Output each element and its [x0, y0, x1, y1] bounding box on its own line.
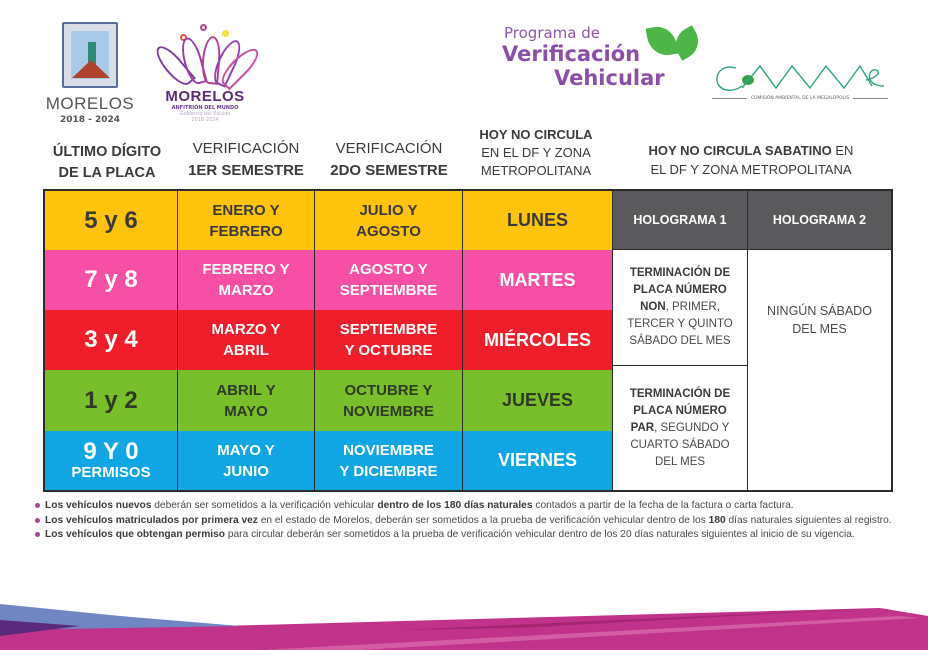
coat-of-arms-icon: [62, 22, 118, 88]
first-semester-cell: ENERO Y FEBRERO: [178, 191, 315, 250]
first-semester-cell: ABRIL Y MAYO: [178, 370, 315, 431]
hologram-2-rule: NINGÚN SÁBADO DEL MES: [748, 250, 891, 490]
second-semester-cell: JULIO Y AGOSTO: [315, 191, 463, 250]
anfitrion-logo-gob: Gobierno del Estado: [179, 111, 231, 117]
hoy-no-circula-day-cell: MIÉRCOLES: [463, 310, 613, 370]
anfitrion-logo-name: MORELOS: [165, 88, 245, 105]
anfitrion-logo-years: 2018-2024: [191, 117, 219, 123]
hologram-1-par-rule: TERMINACIÓN DE PLACA NÚMERO PAR, SEGUNDO Y CUARTO SÁBADO DEL MES: [613, 366, 748, 490]
hoy-no-circula-day-cell: LUNES: [463, 191, 613, 250]
hoy-no-circula-day-cell: VIERNES: [463, 431, 613, 490]
came-wordmark-icon: [712, 62, 888, 94]
first-semester-cell: MARZO Y ABRIL: [178, 310, 315, 370]
anfitrion-logo-tagline: ANFITRIÓN DEL MUNDO: [171, 105, 239, 111]
first-semester-cell: FEBRERO Y MARZO: [178, 250, 315, 310]
morelos-logo-name: MORELOS: [45, 94, 135, 113]
hoy-no-circula-day-cell: JUEVES: [463, 370, 613, 431]
plate-digits-cell: 5 y 6: [45, 191, 178, 250]
note-item: Los vehículos nuevos deberán ser sometidos a la verificación vehicular dentro de los 180 días naturales contados a partir de la fecha de la factura o carta factura.: [33, 499, 923, 513]
second-semester-cell: AGOSTO Y SEPTIEMBRE: [315, 250, 463, 310]
verification-schedule-table: [43, 189, 893, 492]
plate-digits-cell: 9 Y 0 PERMISOS: [45, 431, 178, 490]
header-hoy-no-circula-sabatino: HOY NO CIRCULA SABATINO EN EL DF Y ZONA METROPOLITANA: [648, 143, 854, 177]
footer-decorative-band: [0, 586, 928, 650]
hologram-2-header: HOLOGRAMA 2: [748, 191, 891, 250]
morelos-state-logo: [40, 22, 140, 125]
table-row: [45, 310, 613, 370]
programa-line2: Verificación: [502, 42, 641, 66]
programa-line1: Programa de: [504, 24, 600, 42]
programa-line3: Vehicular: [554, 66, 665, 90]
notes-list: [33, 499, 923, 543]
note-item: Los vehículos que obtengan permiso para circular deberán ser sometidos a la prueba de verificación vehicular dentro de los 20 días naturales siguientes al inicio de su vigencia.: [33, 528, 923, 542]
second-semester-cell: SEPTIEMBRE Y OCTUBRE: [315, 310, 463, 370]
hologram-1-non-rule: TERMINACIÓN DE PLACA NÚMERO NON, PRIMER, TERCER Y QUINTO SÁBADO DEL MES: [613, 250, 748, 366]
second-semester-cell: OCTUBRE Y NOVIEMBRE: [315, 370, 463, 431]
table-row: [45, 250, 613, 310]
lotus-icon: [170, 24, 240, 88]
first-semester-cell: MAYO Y JUNIO: [178, 431, 315, 490]
header-last-digit: ÚLTIMO DÍGITO DE LA PLACA: [52, 144, 162, 181]
programa-verificacion-logo: [502, 24, 702, 90]
header-second-semester: VERIFICACIÓN 2DO SEMESTRE: [330, 140, 448, 179]
header-first-semester: VERIFICACIÓN 1ER SEMESTRE: [188, 140, 304, 179]
came-caption: COMISIÓN AMBIENTAL DE LA MEGALÓPOLIS: [712, 96, 888, 101]
plate-digits-cell: 7 y 8: [45, 250, 178, 310]
plate-digits-cell: 3 y 4: [45, 310, 178, 370]
second-semester-cell: NOVIEMBRE Y DICIEMBRE: [315, 431, 463, 490]
morelos-anfitrion-logo: [160, 24, 250, 123]
hologram-1-header: HOLOGRAMA 1: [613, 191, 748, 250]
came-logo: [712, 62, 888, 101]
morelos-logo-years: 2018 - 2024: [59, 115, 121, 125]
plate-digits-cell: 1 y 2: [45, 370, 178, 431]
header-hoy-no-circula: HOY NO CIRCULA EN EL DF Y ZONA METROPOLITANA: [479, 127, 593, 178]
hoy-no-circula-day-cell: MARTES: [463, 250, 613, 310]
table-row: [45, 431, 613, 490]
table-row: [45, 191, 613, 250]
note-item: Los vehículos matriculados por primera vez en el estado de Morelos, deberán ser sometidos a la prueba de verificación vehicular dentro de los 180 días naturales siguientes al registro.: [33, 514, 923, 528]
table-row: [45, 370, 613, 431]
